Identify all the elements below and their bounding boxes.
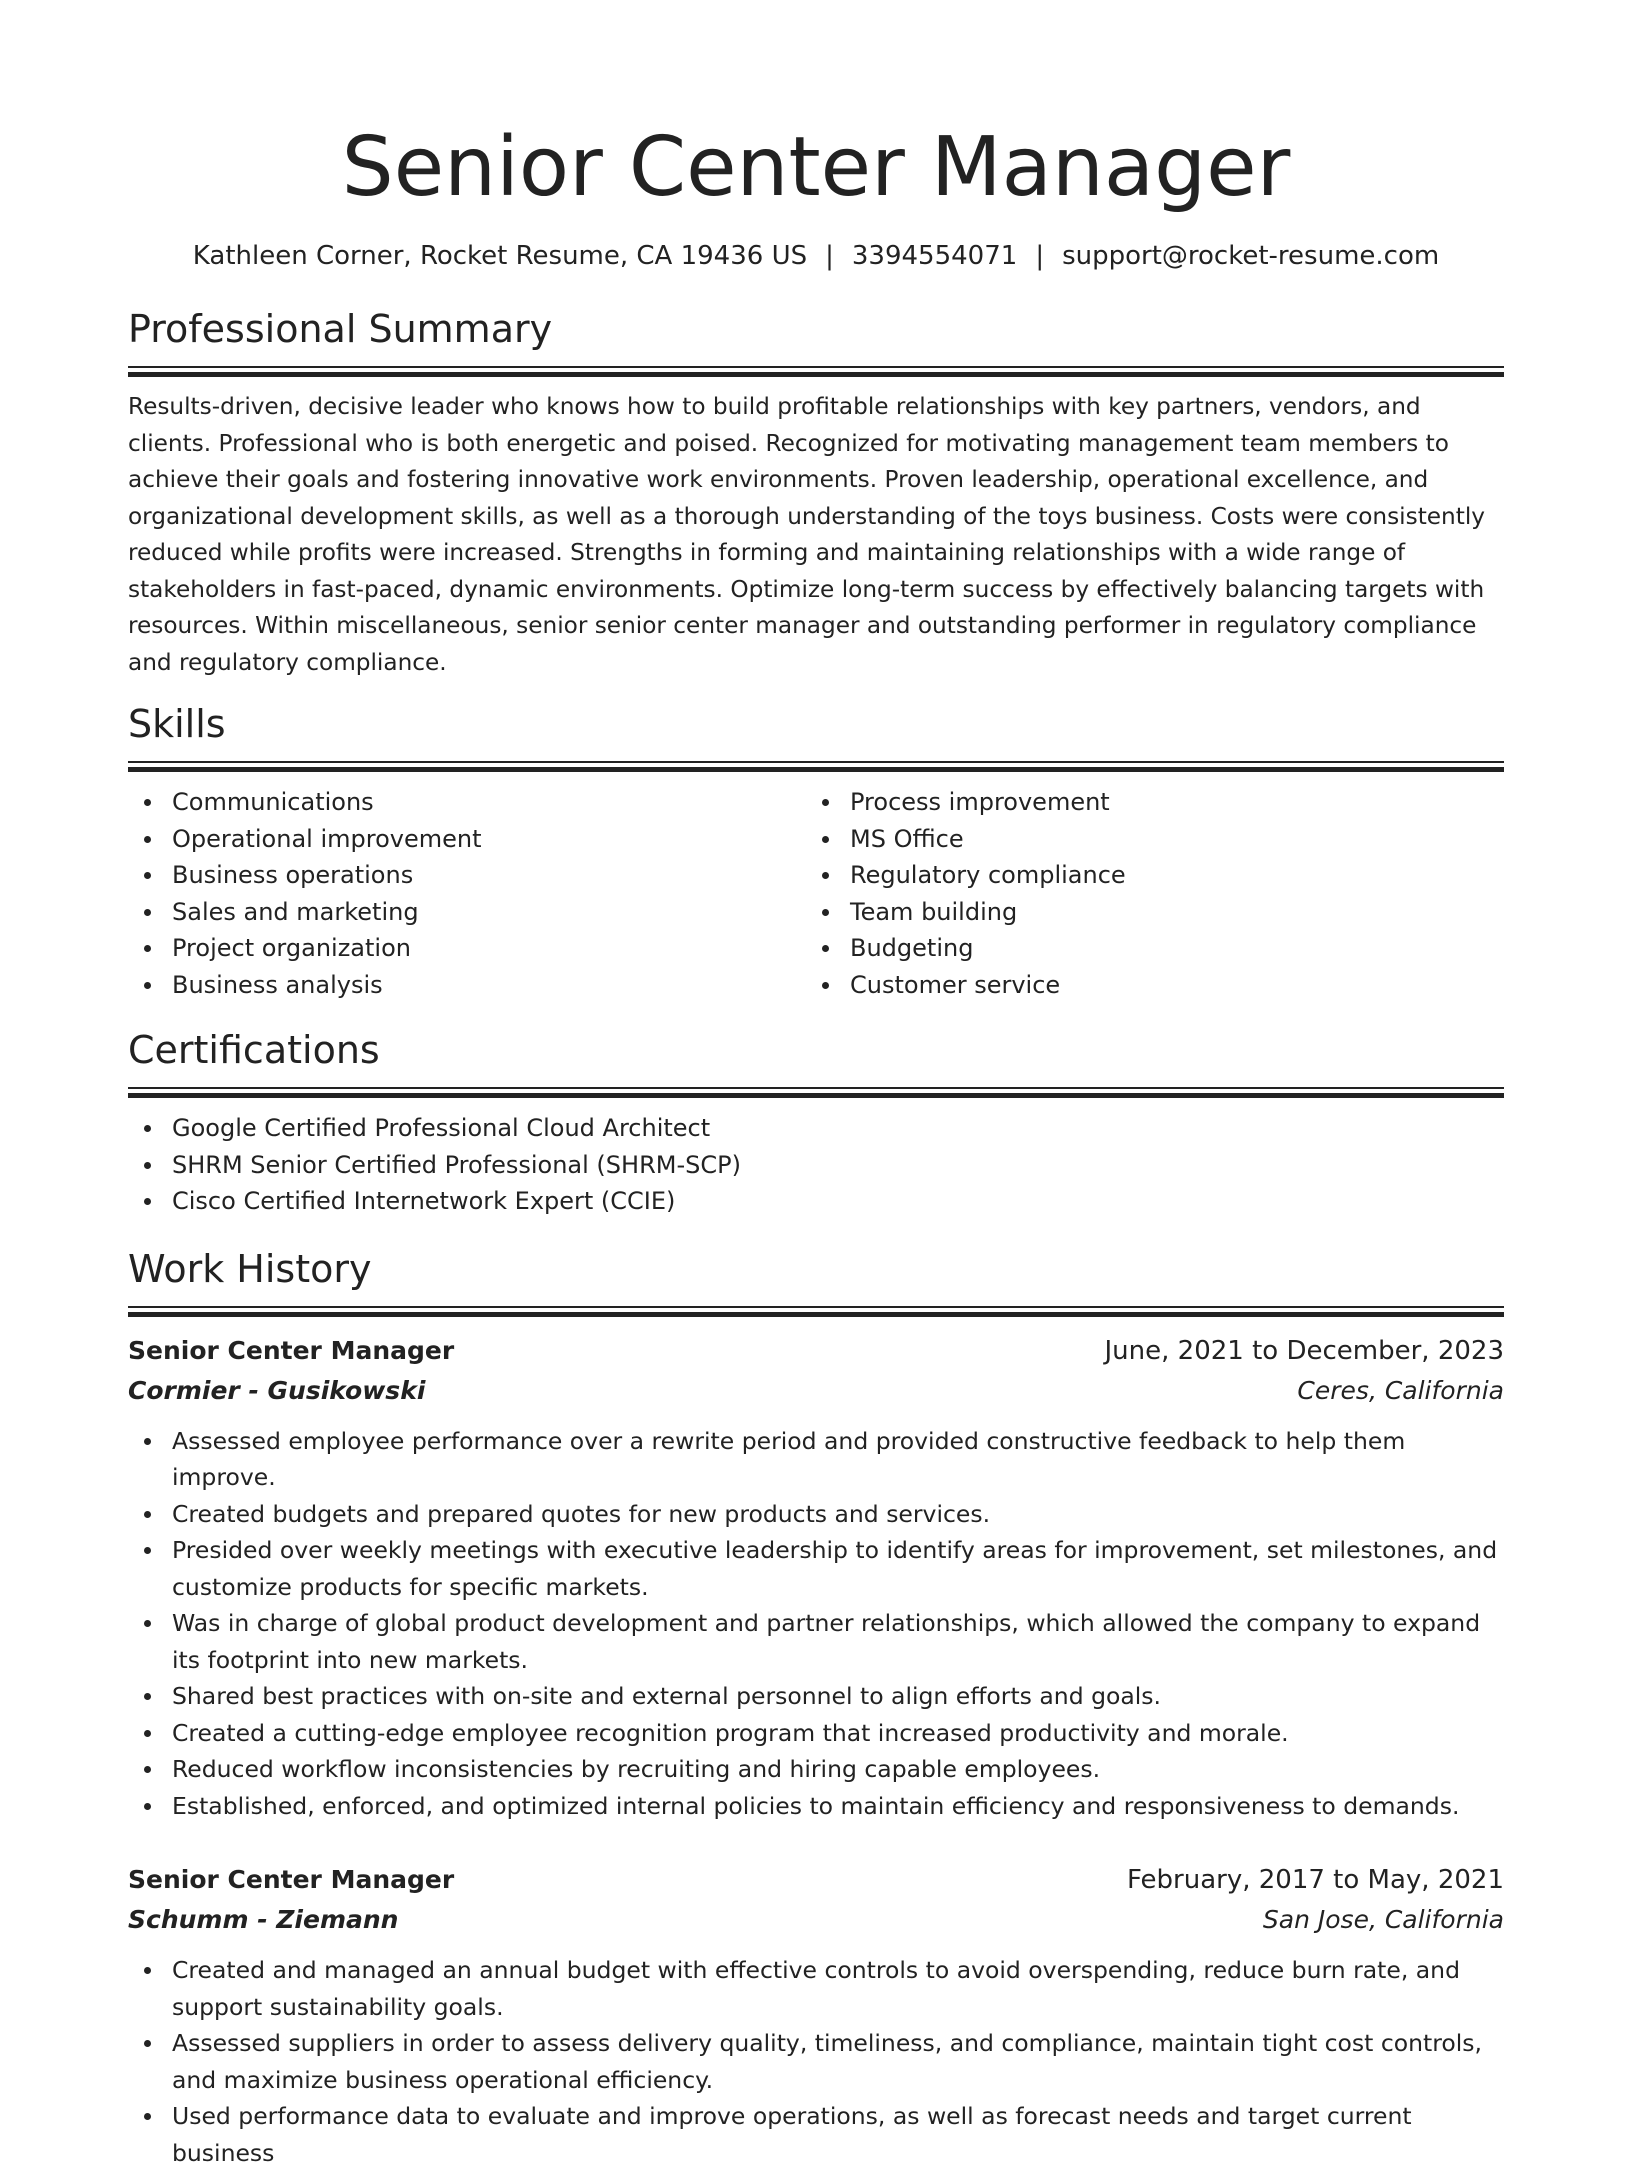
job-title: Senior Center Manager bbox=[128, 1860, 454, 1900]
job-bullet: Created a cutting-edge employee recognition program that increased productivity and morale. bbox=[128, 1715, 1504, 1752]
section-heading-summary: Professional Summary bbox=[128, 304, 1504, 354]
section-heading-certifications: Certifications bbox=[128, 1025, 1504, 1075]
skill-item: MS Office bbox=[806, 821, 1484, 858]
job-bullet: Created budgets and prepared quotes for new products and services. bbox=[128, 1496, 1504, 1533]
skill-item: Regulatory compliance bbox=[806, 857, 1484, 894]
skills-list-right bbox=[806, 784, 1484, 1003]
job-bullet: Presided over weekly meetings with executive leadership to identify areas for improvement, set milestones, and customize products for specific markets. bbox=[128, 1532, 1504, 1605]
job-company: Cormier - Gusikowski bbox=[128, 1371, 425, 1411]
section-divider bbox=[128, 366, 1504, 377]
job-header-row bbox=[128, 1331, 1504, 1371]
job-company-row bbox=[128, 1371, 1504, 1411]
contact-separator: | bbox=[825, 238, 834, 274]
job-bullet: Assessed suppliers in order to assess delivery quality, timeliness, and compliance, maintain tight cost controls, and maximize business operational efficiency. bbox=[128, 2025, 1504, 2098]
job-dates: June, 2021 to December, 2023 bbox=[1105, 1331, 1504, 1371]
job-header-row bbox=[128, 1860, 1504, 1900]
certification-item: Cisco Certified Internetwork Expert (CCIE) bbox=[128, 1183, 1504, 1220]
contact-address: Kathleen Corner, Rocket Resume, CA 19436 US bbox=[193, 241, 807, 271]
skill-item: Business operations bbox=[128, 857, 806, 894]
certifications-section bbox=[128, 1025, 1504, 1220]
section-divider bbox=[128, 761, 1504, 772]
job-bullet: Assessed employee performance over a rewrite period and provided constructive feedback to help them improve. bbox=[128, 1423, 1504, 1496]
skills-columns bbox=[128, 784, 1504, 1003]
skill-item: Budgeting bbox=[806, 930, 1484, 967]
job-bullet: Used performance data to evaluate and improve operations, as well as forecast needs and target current business bbox=[128, 2098, 1504, 2171]
work-history-section bbox=[128, 1244, 1504, 2171]
skill-item: Communications bbox=[128, 784, 806, 821]
skill-item: Operational improvement bbox=[128, 821, 806, 858]
skill-item: Process improvement bbox=[806, 784, 1484, 821]
certification-item: Google Certified Professional Cloud Architect bbox=[128, 1110, 1504, 1147]
contact-phone: 3394554071 bbox=[852, 241, 1017, 271]
skill-item: Team building bbox=[806, 894, 1484, 931]
job-bullets bbox=[128, 1952, 1504, 2171]
summary-section bbox=[128, 304, 1504, 681]
section-heading-work-history: Work History bbox=[128, 1244, 1504, 1294]
skill-item: Business analysis bbox=[128, 967, 806, 1004]
job-bullets bbox=[128, 1423, 1504, 1825]
job-bullet: Created and managed an annual budget with effective controls to avoid overspending, reduce burn rate, and support sustainability goals. bbox=[128, 1952, 1504, 2025]
job-bullet: Reduced workflow inconsistencies by recruiting and hiring capable employees. bbox=[128, 1751, 1504, 1788]
job-location: Ceres, California bbox=[1297, 1371, 1504, 1411]
skill-item: Project organization bbox=[128, 930, 806, 967]
job-bullet: Shared best practices with on-site and external personnel to align efforts and goals. bbox=[128, 1678, 1504, 1715]
job-title: Senior Center Manager bbox=[128, 1331, 454, 1371]
skill-item: Sales and marketing bbox=[128, 894, 806, 931]
resume-page bbox=[128, 0, 1504, 2171]
resume-title: Senior Center Manager bbox=[128, 118, 1504, 218]
job-entry bbox=[128, 1860, 1504, 2171]
skills-list-left bbox=[128, 784, 806, 1003]
contact-line bbox=[128, 238, 1504, 274]
job-company-row bbox=[128, 1900, 1504, 1940]
job-bullet: Was in charge of global product development and partner relationships, which allowed the company to expand its footprint into new markets. bbox=[128, 1605, 1504, 1678]
section-divider bbox=[128, 1306, 1504, 1317]
certifications-list bbox=[128, 1110, 1504, 1220]
summary-text: Results-driven, decisive leader who knows how to build profitable relationships with key partners, vendors, and clients. Professional who is both energetic and poised. Recognized for motivating management team members to achieve their goals and fostering innovative work environments. Proven leadership, operational excellence, and organizational development skills, as well as a thorough understanding of the toys business. Costs were consistently reduced while profits were increased. Strengths in forming and maintaining relationships with a wide range of stakeholders in fast-paced, dynamic environments. Optimize long-term success by effectively balancing targets with resources. Within miscellaneous, senior senior center manager and outstanding performer in regulatory compliance and regulatory compliance. bbox=[128, 389, 1504, 681]
section-heading-skills: Skills bbox=[128, 699, 1504, 749]
job-dates: February, 2017 to May, 2021 bbox=[1127, 1860, 1504, 1900]
skills-section bbox=[128, 699, 1504, 1003]
job-entry bbox=[128, 1331, 1504, 1825]
contact-separator: | bbox=[1035, 238, 1044, 274]
job-location: San Jose, California bbox=[1263, 1900, 1504, 1940]
certification-item: SHRM Senior Certified Professional (SHRM-SCP) bbox=[128, 1147, 1504, 1184]
contact-email: support@rocket-resume.com bbox=[1062, 241, 1439, 271]
skill-item: Customer service bbox=[806, 967, 1484, 1004]
job-company: Schumm - Ziemann bbox=[128, 1900, 398, 1940]
job-bullet: Established, enforced, and optimized internal policies to maintain efficiency and responsiveness to demands. bbox=[128, 1788, 1504, 1825]
section-divider bbox=[128, 1087, 1504, 1098]
